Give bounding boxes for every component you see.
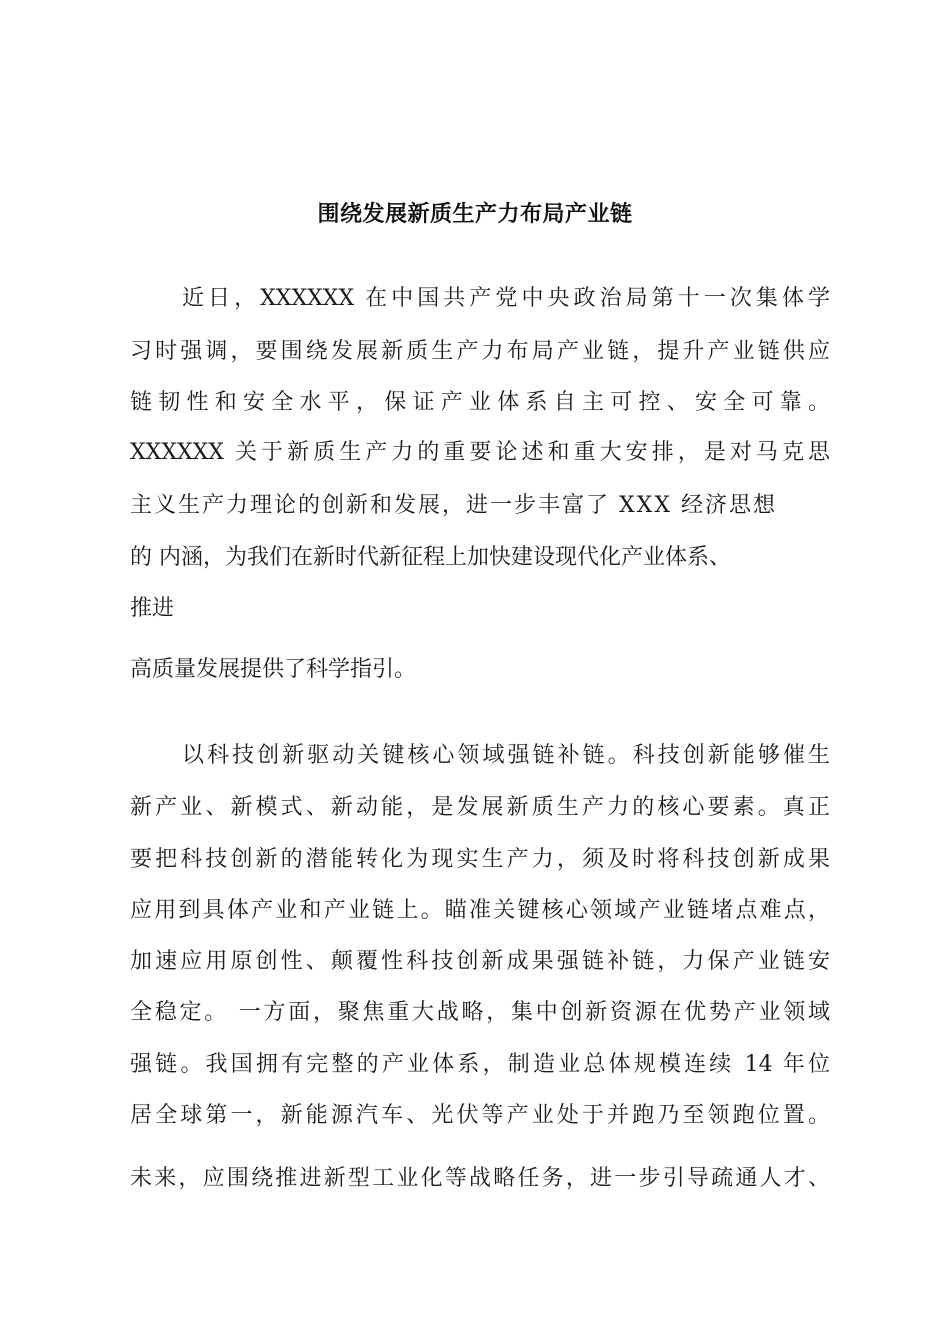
paragraph-line-10: 新产业、新模式、新动能，是发展新质生产力的核心要素。真正 [130,795,830,820]
paragraph-line-15: 强链。我国拥有完整的产业体系，制造业总体规模连续 14 年位 [130,1052,830,1077]
paragraph-line-16: 居全球第一，新能源汽车、光伏等产业处于并跑乃至领跑位置。 [130,1103,830,1128]
paragraph-line-14: 全稳定。 一方面，聚焦重大战略，集中创新资源在优势产业领域 [130,1000,830,1025]
paragraph-line-6: 的 内涵，为我们在新时代新征程上加快建设现代化产业体系、 [130,545,731,570]
paragraph-line-11: 要把科技创新的潜能转化为现实生产力，须及时将科技创新成果 [130,847,830,872]
paragraph-line-7: 推进 [130,596,175,621]
paragraph-line-8: 高质量发展提供了科学指引。 [130,657,417,682]
document-title: 围绕发展新质生产力布局产业链 [317,202,633,227]
paragraph-line-2: 习时强调，要围绕发展新质生产力布局产业链，提升产业链供应 [130,339,830,364]
paragraph-line-5: 主义生产力理论的创新和发展，进一步丰富了 XXX 经济思想 [130,493,777,518]
paragraph-line-13: 加速应用原创性、颠覆性科技创新成果强链补链，力保产业链安 [130,949,830,974]
paragraph-line-4: XXXXXX 关于新质生产力的重要论述和重大安排，是对马克思 [130,440,830,465]
paragraph-line-9: 以科技创新驱动关键核心领域强链补链。科技创新能够催生 [182,743,830,768]
paragraph-line-17: 未来，应围绕推进新型工业化等战略任务，进一步引导疏通人才、 [130,1166,830,1191]
paragraph-line-12: 应用到具体产业和产业链上。瞄准关键核心领域产业链堵点难点， [130,898,830,923]
paragraph-line-1: 近日，XXXXXX 在中国共产党中央政治局第十一次集体学 [182,286,830,311]
paragraph-line-3: 链韧性和安全水平，保证产业体系自主可控、安全可靠。 [130,390,830,415]
